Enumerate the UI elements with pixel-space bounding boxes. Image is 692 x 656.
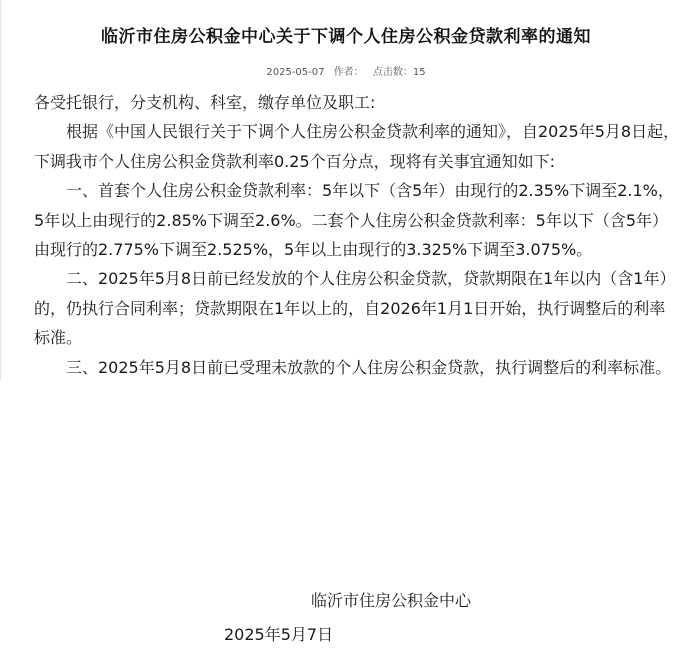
article-body bbox=[34, 88, 680, 382]
click-count-label: 点击数： bbox=[372, 67, 413, 78]
paragraph-item-2: 二、2025年5月8日前已经发放的个人住房公积金贷款，贷款期限在1年以内（含1年）的，仍执行合同利率；贷款期限在1年以上的，自2026年1月1日开始，执行调整后的利率标准。 bbox=[34, 269, 676, 348]
paragraph-item-3: 三、2025年5月8日前已受理未放款的个人住房公积金贷款，执行调整后的利率标准。 bbox=[66, 357, 672, 377]
publish-date: 2025-05-07 bbox=[266, 67, 325, 78]
salutation: 各受托银行，分支机构、科室，缴存单位及职工: bbox=[34, 93, 376, 112]
author-label: 作者： bbox=[333, 67, 364, 78]
paragraph-intro: 根据《中国人民银行关于下调个人住房公积金贷款利率的通知》，自2025年5月8日起，下调我市个人住房公积金贷款利率0.25个百分点，现将有关事宜通知如下: bbox=[34, 122, 680, 171]
click-count-value: 15 bbox=[412, 67, 426, 78]
article-title: 临沂市住房公积金中心关于下调个人住房公积金贷款利率的通知 bbox=[101, 27, 591, 47]
article-meta bbox=[0, 63, 692, 78]
click-count bbox=[373, 67, 426, 78]
paragraph-item-1: 一、首套个人住房公积金贷款利率：5年以下（含5年）由现行的2.35%下调至2.1%，5年以上由现行的2.85%下调至2.6%。二套个人住房公积金贷款利率：5年以下（含5年）由现行的2.775%下调至2.525%，5年以上由现行的3.325%下调至3.075%。 bbox=[34, 181, 674, 260]
signature-date: 2025年5月7日 bbox=[224, 625, 334, 644]
signature-organization: 临沂市住房公积金中心 bbox=[311, 591, 472, 610]
